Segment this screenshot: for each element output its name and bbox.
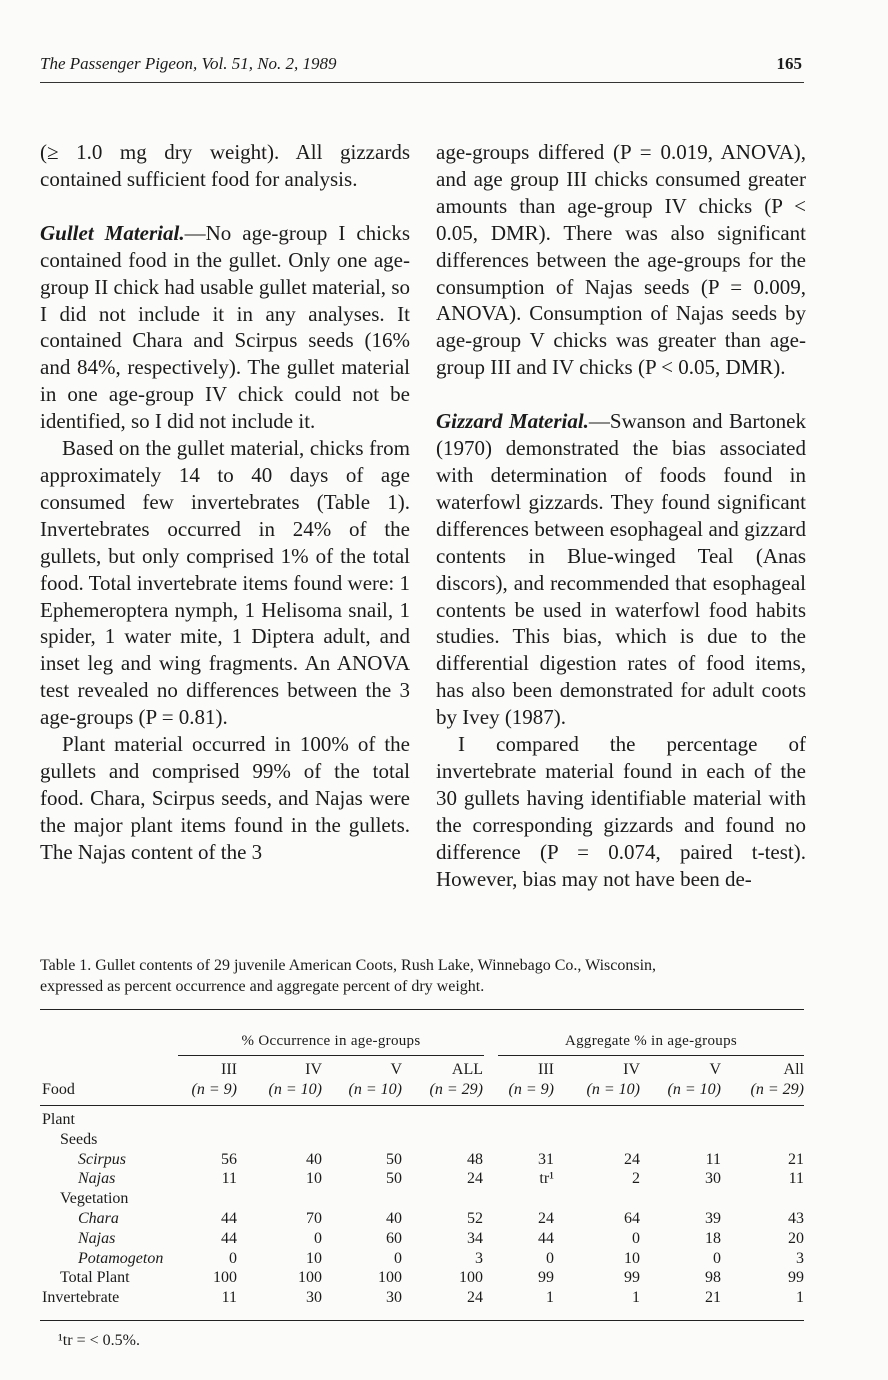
column-header-group: V bbox=[709, 1061, 721, 1078]
table-caption-line: Table 1. Gullet contents of 29 juvenile American Coots, Rush Lake, Winnebago Co., Wisconsin, bbox=[40, 957, 657, 974]
table-cell: 100 bbox=[378, 1269, 402, 1287]
row-label: Potamogeton bbox=[78, 1249, 164, 1267]
table-caption-line: expressed as percent occurrence and aggregate percent of dry weight. bbox=[40, 978, 485, 995]
table-cell: 1 bbox=[546, 1289, 554, 1307]
table-cell: 31 bbox=[538, 1150, 554, 1168]
table-cell: 30 bbox=[705, 1170, 721, 1188]
table-cell: 100 bbox=[298, 1269, 322, 1287]
table-cell: 1 bbox=[632, 1289, 640, 1307]
table-caption bbox=[40, 955, 810, 997]
table-cell: 50 bbox=[386, 1170, 402, 1188]
table-cell: 11 bbox=[705, 1150, 721, 1168]
column-header-n: (n = 29) bbox=[750, 1081, 804, 1098]
table-cell: 99 bbox=[788, 1269, 804, 1287]
table-cell: 34 bbox=[467, 1229, 483, 1247]
spanner-rule bbox=[178, 1055, 484, 1056]
table-cell: 24 bbox=[467, 1170, 483, 1188]
table-cell: 30 bbox=[306, 1289, 322, 1307]
section-runin-heading: Gizzard Material. bbox=[436, 409, 589, 434]
table-cell: 44 bbox=[221, 1229, 237, 1247]
table-cell: 99 bbox=[624, 1269, 640, 1287]
table-cell: 44 bbox=[538, 1229, 554, 1247]
column-header-group: III bbox=[221, 1061, 237, 1078]
table-header-rule bbox=[40, 1105, 804, 1106]
table-cell: 100 bbox=[459, 1269, 483, 1287]
table-cell: 64 bbox=[624, 1210, 640, 1227]
table-cell: 0 bbox=[546, 1249, 554, 1267]
table-cell: 43 bbox=[788, 1210, 804, 1227]
table-cell: 100 bbox=[213, 1269, 237, 1287]
table-cell: tr¹ bbox=[539, 1170, 554, 1188]
row-label: Scirpus bbox=[78, 1150, 126, 1168]
table-cell: 99 bbox=[538, 1269, 554, 1287]
table-cell: 0 bbox=[713, 1249, 721, 1267]
column-header-group: III bbox=[538, 1061, 554, 1078]
page-number: 165 bbox=[776, 54, 802, 73]
row-label: Vegetation bbox=[60, 1190, 129, 1208]
column-header-n: (n = 10) bbox=[348, 1081, 402, 1098]
row-label: Chara bbox=[78, 1210, 119, 1227]
column-header-n: (n = 10) bbox=[586, 1081, 640, 1098]
row-label: Seeds bbox=[60, 1130, 98, 1148]
spanner-rule bbox=[498, 1055, 804, 1056]
column-header-food: Food bbox=[42, 1081, 75, 1098]
table-cell: 0 bbox=[394, 1249, 402, 1267]
table-cell: 24 bbox=[538, 1210, 554, 1227]
table-cell: 21 bbox=[788, 1150, 804, 1168]
paragraph-text: —Swanson and Bartonek (1970) demonstrated the bias associated with determination of foods found in waterfowl gizzards. They found significant differences between esophageal and gizzard contents in Blue-winged Teal (Anas discors), and recommended that esophageal contents be used in waterfowl food habits studies. This bias, which is due to the differential digestion rates of food items, has also been demonstrated for adult coots by Ivey (1987). bbox=[436, 409, 807, 730]
column-header-group: V bbox=[390, 1061, 402, 1078]
row-label: Najas bbox=[78, 1170, 116, 1188]
table-cell: 98 bbox=[705, 1269, 721, 1287]
paragraph-gullet-material bbox=[40, 220, 410, 435]
spanner-aggregate: Aggregate % in age-groups bbox=[564, 1033, 738, 1049]
table-cell: 3 bbox=[475, 1249, 483, 1267]
table-cell: 10 bbox=[624, 1249, 640, 1267]
paragraph: age-groups differed (P = 0.019, ANOVA), and age group III chicks consumed greater amounts than age-group IV chicks (P < 0.05, DMR). There was also significant differences between the age-groups for the consumption of Najas seeds (P = 0.009, ANOVA). Consumption of Najas seeds by age-group V chicks was greater than age-group III and IV chicks (P < 0.05, DMR). bbox=[436, 140, 806, 380]
table-cell: 3 bbox=[796, 1249, 804, 1267]
table-cell: 24 bbox=[467, 1289, 483, 1307]
table-cell: 10 bbox=[306, 1249, 322, 1267]
left-text-column bbox=[40, 139, 410, 866]
paragraph: I compared the percentage of invertebrate material found in each of the 30 gullets having identifiable material with the corresponding gizzards and found no difference (P = 0.074, paired t-test). However, bias may not have been de- bbox=[436, 732, 806, 891]
table-cell: 18 bbox=[705, 1229, 721, 1247]
table-cell: 44 bbox=[221, 1210, 237, 1227]
table-cell: 10 bbox=[306, 1170, 322, 1188]
column-header-group: All bbox=[783, 1061, 804, 1078]
paragraph-text: —No age-group I chicks contained food in the gullet. Only one age-group II chick had usable gullet material, so I did not include it in any analyses. It contained Chara and Scirpus seeds (16% and 84%, respectively). The gullet material in one age-group IV chick could not be identified, so I did not include it. bbox=[40, 220, 411, 434]
journal-citation: The Passenger Pigeon, Vol. 51, No. 2, 1989 bbox=[40, 54, 337, 73]
table-cell: 60 bbox=[386, 1229, 402, 1247]
table-bottom-rule bbox=[40, 1320, 804, 1321]
table-cell: 24 bbox=[624, 1150, 640, 1168]
spanner-occurrence: % Occurrence in age-groups bbox=[241, 1033, 421, 1049]
table-cell: 48 bbox=[467, 1150, 483, 1168]
running-header bbox=[40, 52, 804, 83]
table-cell: 21 bbox=[705, 1289, 721, 1307]
table-cell: 39 bbox=[705, 1210, 721, 1227]
table-cell: 30 bbox=[386, 1289, 402, 1307]
table-cell: 20 bbox=[788, 1229, 804, 1247]
table-cell: 70 bbox=[306, 1210, 322, 1227]
table-footnote: ¹tr = < 0.5%. bbox=[58, 1332, 140, 1349]
column-header-n: (n = 10) bbox=[268, 1081, 322, 1098]
table-cell: 0 bbox=[229, 1249, 237, 1267]
table-cell: 11 bbox=[221, 1289, 237, 1307]
paragraph: Plant material occurred in 100% of the gullets and comprised 99% of the total food. Chara, Scirpus seeds, and Najas were the major plant items found in the gullets. The Najas content of the 3 bbox=[40, 732, 410, 864]
table-cell: 1 bbox=[796, 1289, 804, 1307]
paragraph: (≥ 1.0 mg dry weight). All gizzards contained sufficient food for analysis. bbox=[40, 140, 410, 191]
table-cell: 50 bbox=[386, 1150, 402, 1168]
table-top-rule bbox=[40, 1009, 804, 1010]
table-cell: 11 bbox=[788, 1170, 804, 1188]
table-cell: 56 bbox=[221, 1150, 237, 1168]
row-label: Najas bbox=[78, 1229, 116, 1247]
table-cell: 0 bbox=[314, 1229, 322, 1247]
row-label: Total Plant bbox=[60, 1269, 130, 1287]
table-cell: 52 bbox=[467, 1210, 483, 1227]
column-header-n: (n = 9) bbox=[191, 1081, 237, 1098]
column-header-group: IV bbox=[623, 1061, 640, 1078]
column-header-n: (n = 9) bbox=[508, 1081, 554, 1098]
table-cell: 40 bbox=[386, 1210, 402, 1227]
table-cell: 0 bbox=[632, 1229, 640, 1247]
column-header-n: (n = 29) bbox=[429, 1081, 483, 1098]
table-cell: 11 bbox=[221, 1170, 237, 1188]
column-header-n: (n = 10) bbox=[667, 1081, 721, 1098]
paragraph: Based on the gullet material, chicks from approximately 14 to 40 days of age consumed few invertebrates (Table 1). Invertebrates occurred in 24% of the gullets, but only comprised 1% of the total food. Total invertebrate items found were: 1 Ephemeroptera nymph, 1 Helisoma snail, 1 spider, 1 water mite, 1 Diptera adult, and inset leg and wing fragments. An ANOVA test revealed no differences between the 3 age-groups (P = 0.81). bbox=[40, 436, 410, 730]
paragraph-gizzard-material bbox=[436, 408, 806, 731]
row-label: Plant bbox=[42, 1111, 75, 1128]
column-header-group: IV bbox=[305, 1061, 322, 1078]
row-label: Invertebrate bbox=[42, 1289, 120, 1307]
column-header-group: ALL bbox=[451, 1061, 483, 1078]
table-cell: 40 bbox=[306, 1150, 322, 1168]
right-text-column bbox=[436, 139, 806, 892]
section-runin-heading: Gullet Material. bbox=[40, 220, 185, 245]
table-cell: 2 bbox=[632, 1170, 640, 1188]
